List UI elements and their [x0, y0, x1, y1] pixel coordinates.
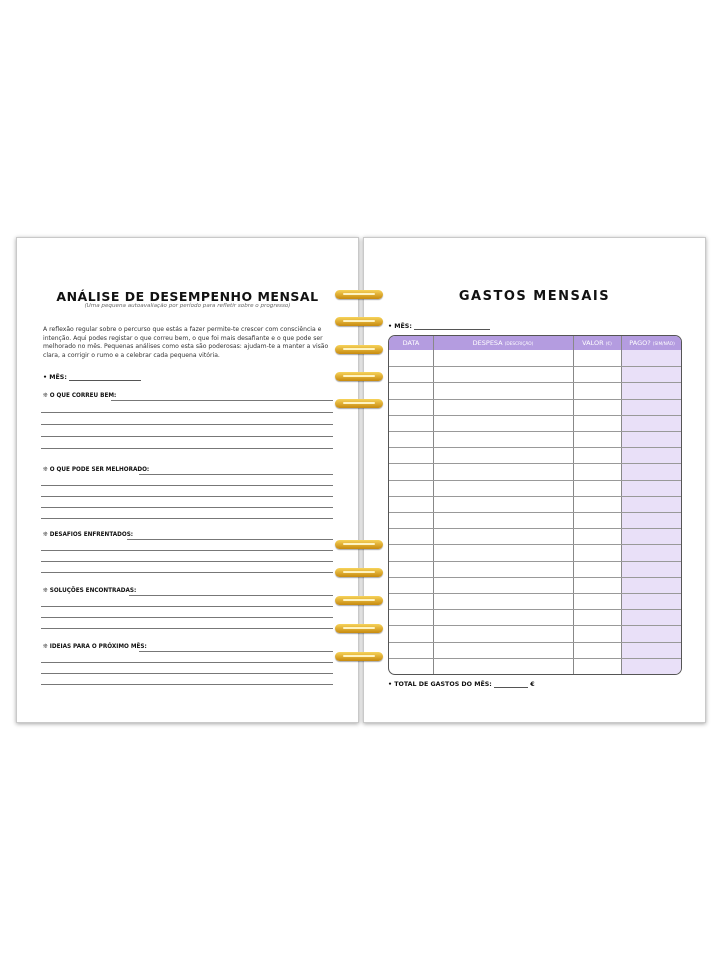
table-row[interactable] [389, 415, 681, 416]
section-label-went-well: ❊ O QUE CORREU BEM: [43, 393, 117, 399]
table-row[interactable] [389, 609, 681, 610]
writing-line[interactable] [41, 496, 333, 497]
writing-line[interactable] [41, 684, 333, 685]
table-row[interactable] [389, 447, 681, 448]
writing-line[interactable] [41, 518, 333, 519]
section-line[interactable] [139, 651, 333, 652]
binding-ring [335, 290, 383, 299]
binding-ring [335, 317, 383, 326]
month-label: • MÊS: [388, 323, 412, 330]
column-divider [573, 336, 574, 674]
total-label: • TOTAL DE GASTOS DO MÊS: [388, 681, 492, 688]
section-label-next-month: ❊ IDEIAS PARA O PRÓXIMO MÊS: [43, 644, 147, 650]
header-expense: DESPESA (DESCRIÇÃO) [472, 339, 534, 347]
table-row[interactable] [389, 658, 681, 659]
header-paid: PAGO? (SIM/NÃO) [629, 339, 675, 347]
intro-paragraph: A reflexão regular sobre o percurso que estás a fazer permite-te crescer com consciência e intenção. Aqui podes registar o que correu bem, o que foi mais desafiante e o que pode ser melhorado no mês. Pequenas análises como esta são poderosas: ajudam-te a manter a visão clara, a corrigir o rumo e a celebrar cada pequena vitória. [43, 326, 329, 359]
total-field[interactable] [388, 680, 535, 688]
table-row[interactable] [389, 480, 681, 481]
table-row[interactable] [389, 431, 681, 432]
writing-line[interactable] [41, 412, 333, 413]
writing-line[interactable] [41, 485, 333, 486]
month-input-line[interactable] [414, 322, 490, 330]
binding-ring [335, 540, 383, 549]
table-row[interactable] [389, 577, 681, 578]
writing-line[interactable] [41, 628, 333, 629]
writing-line[interactable] [41, 436, 333, 437]
table-row[interactable] [389, 366, 681, 367]
table-row[interactable] [389, 399, 681, 400]
month-field[interactable] [43, 373, 141, 381]
writing-line[interactable] [41, 572, 333, 573]
table-row[interactable] [389, 625, 681, 626]
month-input-line[interactable] [69, 373, 141, 381]
binding-ring [335, 372, 383, 381]
binding-ring [335, 652, 383, 661]
header-value: VALOR (€) [582, 339, 612, 347]
writing-line[interactable] [41, 561, 333, 562]
total-input-line[interactable] [494, 680, 528, 688]
table-row[interactable] [389, 593, 681, 594]
section-line[interactable] [111, 400, 333, 401]
section-label-solutions: ❊ SOLUÇÕES ENCONTRADAS: [43, 588, 137, 594]
table-row[interactable] [389, 463, 681, 464]
month-label: • MÊS: [43, 374, 67, 381]
table-row[interactable] [389, 528, 681, 529]
table-row[interactable] [389, 561, 681, 562]
writing-line[interactable] [41, 617, 333, 618]
section-label-improve: ❊ O QUE PODE SER MELHORADO: [43, 467, 150, 473]
binding-ring [335, 624, 383, 633]
binding-ring [335, 399, 383, 408]
writing-line[interactable] [41, 550, 333, 551]
section-line[interactable] [129, 595, 333, 596]
right-page [363, 237, 706, 723]
binding-ring [335, 345, 383, 354]
left-page [16, 237, 359, 723]
table-row[interactable] [389, 512, 681, 513]
writing-line[interactable] [41, 507, 333, 508]
section-line[interactable] [139, 474, 333, 475]
page-title: GASTOS MENSAIS [458, 289, 611, 304]
section-line[interactable] [127, 539, 333, 540]
page-subtitle: (Uma pequena autoavaliação por período para refletir sobre o progresso) [84, 303, 291, 309]
table-row[interactable] [389, 382, 681, 383]
writing-line[interactable] [41, 662, 333, 663]
section-label-challenges: ❊ DESAFIOS ENFRENTADOS: [43, 532, 134, 538]
writing-line[interactable] [41, 424, 333, 425]
total-currency: € [530, 681, 535, 688]
month-field[interactable] [388, 322, 490, 330]
page-title: ANÁLISE DE DESEMPENHO MENSAL [56, 289, 319, 304]
expenses-table [388, 335, 682, 675]
binding-ring [335, 568, 383, 577]
table-row[interactable] [389, 642, 681, 643]
binding-ring [335, 596, 383, 605]
column-divider [433, 336, 434, 674]
writing-line[interactable] [41, 673, 333, 674]
column-divider [621, 336, 622, 674]
table-row[interactable] [389, 496, 681, 497]
header-date: DATA [402, 339, 420, 347]
writing-line[interactable] [41, 448, 333, 449]
table-row[interactable] [389, 544, 681, 545]
writing-line[interactable] [41, 606, 333, 607]
